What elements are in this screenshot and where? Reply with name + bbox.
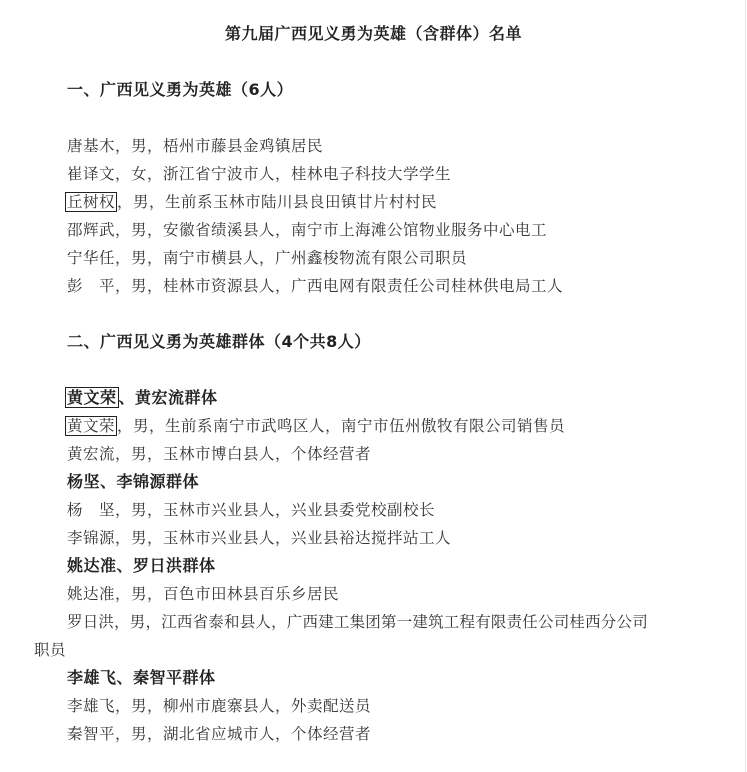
person-name: 宁华任 — [67, 249, 116, 267]
person-detail: ，男，湖北省应城市人，个体经营者 — [115, 725, 372, 743]
list-item — [67, 612, 648, 632]
person-detail: ，男，玉林市兴业县人，兴业县裕达搅拌站工人 — [115, 529, 452, 547]
group-heading-rest: 、黄宏流群体 — [118, 388, 218, 407]
person-detail: ，男，桂林市资源县人，广西电网有限责任公司桂林供电局工人 — [115, 277, 564, 295]
person-detail: ，女，浙江省宁波市人，桂林电子科技大学学生 — [115, 165, 452, 183]
person-name: 秦智平 — [67, 725, 116, 743]
list-item — [67, 528, 451, 548]
person-detail: ，男，玉林市兴业县人，兴业县委党校副校长 — [115, 501, 436, 519]
list-item — [67, 136, 323, 156]
list-item — [67, 724, 371, 744]
person-detail: ，男，柳州市鹿寨县人，外卖配送员 — [115, 697, 372, 715]
list-item — [67, 164, 451, 184]
group-heading: 姚达准、罗日洪群体 — [67, 556, 216, 575]
person-detail: ，男，玉林市博白县人，个体经营者 — [115, 445, 372, 463]
group-heading: 李雄飞、秦智平群体 — [67, 668, 216, 687]
list-item — [67, 248, 467, 268]
person-detail: ，男，江西省泰和县人，广西建工集团第一建筑工程有限责任公司桂西分公司 — [114, 613, 648, 631]
person-name: 唐基木 — [67, 137, 116, 155]
person-name: 姚达准 — [67, 585, 116, 603]
section-2-heading: 二、广西见义勇为英雄群体（4个共8人） — [67, 332, 371, 351]
group-heading — [67, 388, 218, 408]
page-title: 第九届广西见义勇为英雄（含群体）名单 — [224, 24, 522, 43]
person-name: 李雄飞 — [67, 697, 116, 715]
highlighted-name: 丘树权 — [67, 193, 116, 211]
list-item — [67, 192, 437, 212]
list-item — [67, 444, 371, 464]
highlighted-name: 黄文荣 — [67, 417, 116, 435]
person-detail: ，男，百色市田林县百乐乡居民 — [115, 585, 340, 603]
person-name: 李锦源 — [67, 529, 116, 547]
list-item — [67, 696, 371, 716]
person-name: 黄宏流 — [67, 445, 116, 463]
person-detail: ，男，安徽省绩溪县人，南宁市上海滩公馆物业服务中心电工 — [115, 221, 548, 239]
person-detail: ，男，南宁市横县人，广州鑫梭物流有限公司职员 — [115, 249, 468, 267]
section-1-heading: 一、广西见义勇为英雄（6人） — [67, 80, 294, 99]
wrapped-text: 职员 — [34, 641, 67, 659]
person-detail: ，男，梧州市藤县金鸡镇居民 — [115, 137, 324, 155]
list-item — [67, 220, 547, 240]
list-item — [67, 276, 563, 296]
person-name: 彭 平 — [67, 277, 116, 295]
person-name: 罗日洪 — [67, 613, 115, 631]
list-item — [67, 584, 339, 604]
highlighted-name: 黄文荣 — [67, 388, 117, 407]
person-name: 崔译文 — [67, 165, 116, 183]
right-border-line — [745, 0, 746, 772]
person-name: 杨 坚 — [67, 501, 116, 519]
list-item — [67, 500, 435, 520]
person-name: 邵辉武 — [67, 221, 116, 239]
group-heading: 杨坚、李锦源群体 — [67, 472, 200, 491]
person-detail: ，男，生前系玉林市陆川县良田镇甘片村村民 — [117, 193, 438, 211]
list-item — [67, 416, 565, 436]
person-detail: ，男，生前系南宁市武鸣区人，南宁市伍州傲牧有限公司销售员 — [117, 417, 566, 435]
